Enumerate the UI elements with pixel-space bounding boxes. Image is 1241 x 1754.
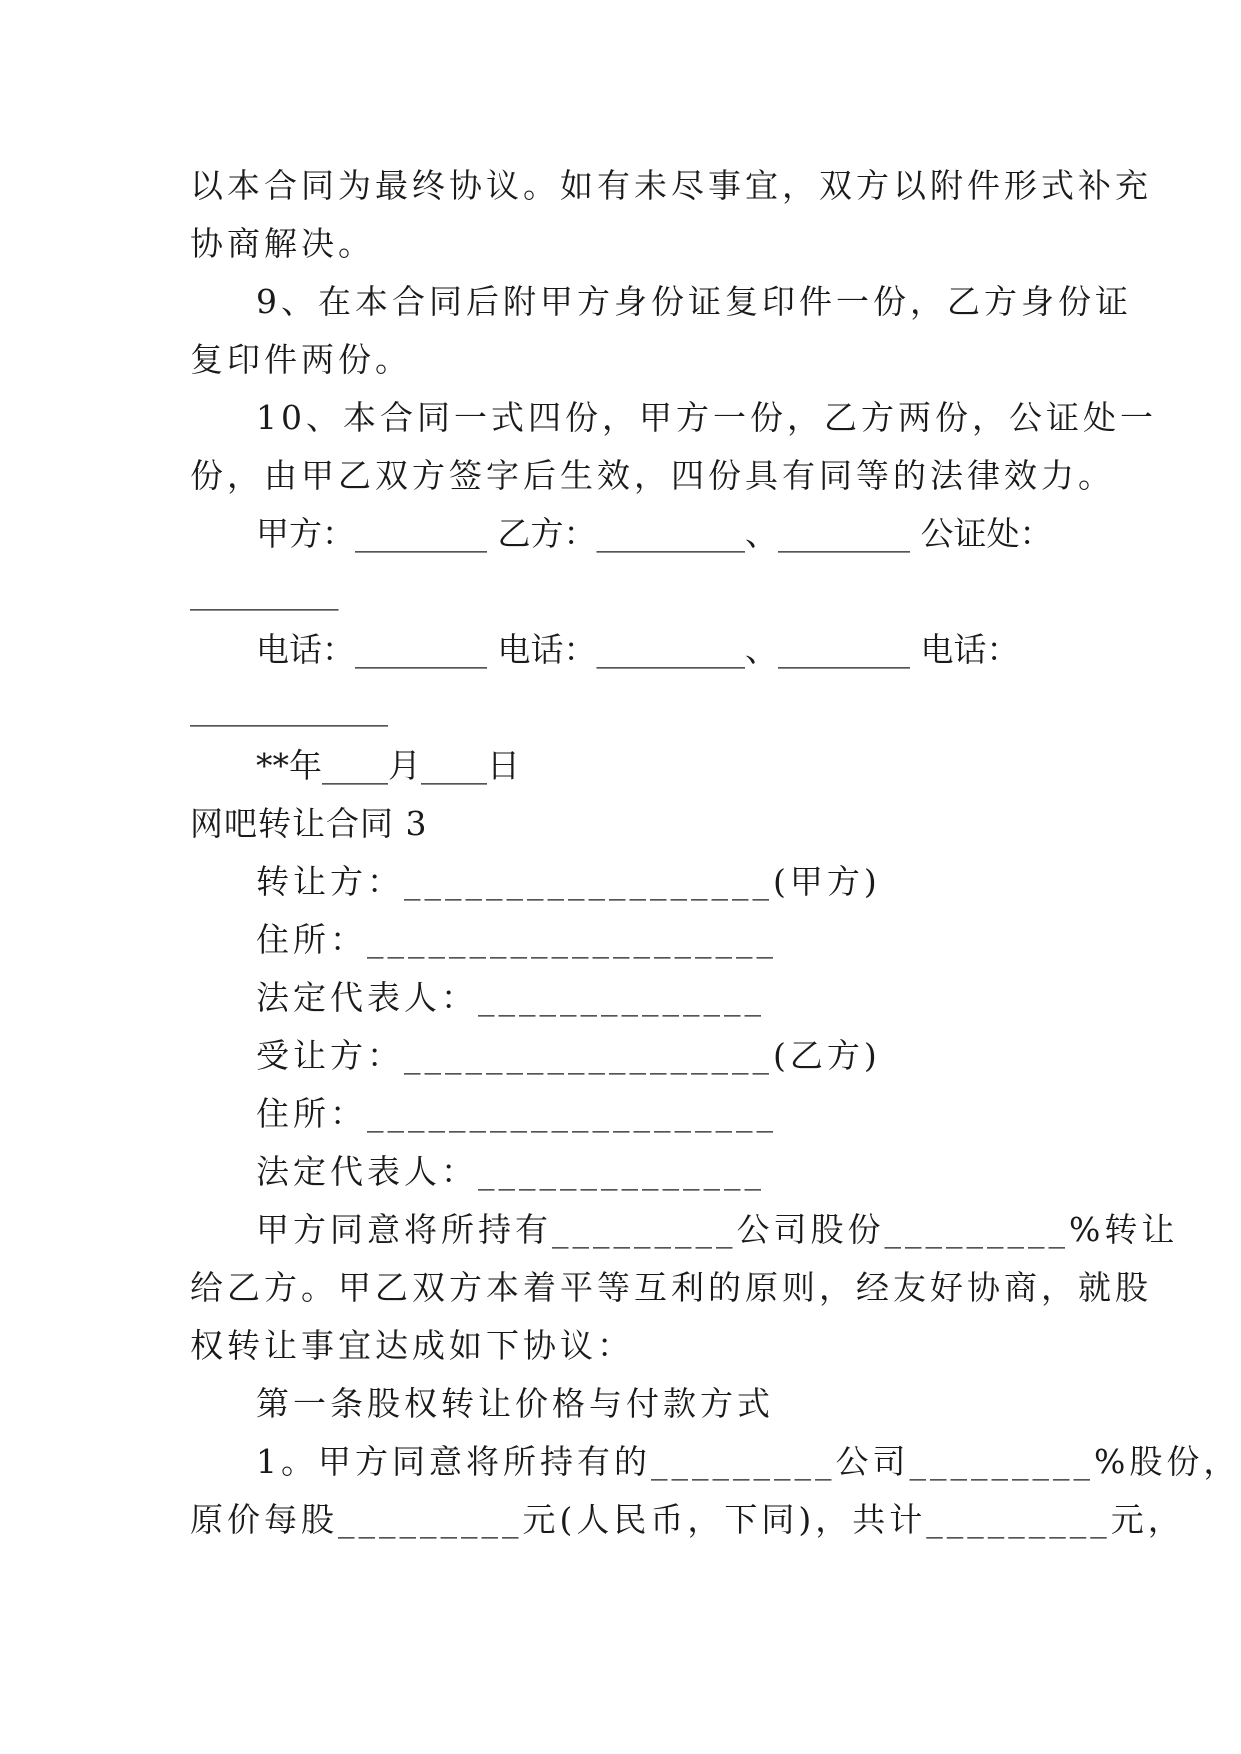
phone-blank-line: ____________ (190, 688, 388, 727)
signature-parties-line: 甲方：________ 乙方：_________、________ 公证处： (256, 514, 1053, 553)
phone-line: 电话：________ 电话：_________、________ 电话： (256, 630, 1020, 669)
signature-blank-line: _________ (190, 572, 339, 611)
date-line: **年____月____日 (256, 746, 520, 785)
transferee-address-field: 住所：____________________ (256, 1094, 777, 1133)
clause-9-line: 9、在本合同后附甲方身份证复印件一份，乙方身份证 (256, 282, 1132, 321)
paragraph-line: 权转让事宜达成如下协议： (190, 1326, 634, 1365)
paragraph-line: 原价每股_________元(人民币，下同)，共计_________元， (190, 1500, 1185, 1539)
clause-10-line: 10、本合同一式四份，甲方一份，乙方两份，公证处一 (256, 398, 1157, 437)
transferor-representative-field: 法定代表人：______________ (256, 978, 765, 1017)
transferor-field: 转让方：__________________(甲方) (256, 862, 881, 901)
paragraph-line: 以本合同为最终协议。如有未尽事宜，双方以附件形式补充 (190, 166, 1152, 205)
section-title: 网吧转让合同 3 (190, 804, 428, 843)
paragraph-line: 份，由甲乙双方签字后生效，四份具有同等的法律效力。 (190, 456, 1115, 495)
paragraph-line: 1。甲方同意将所持有的_________公司_________%股份， (256, 1442, 1241, 1481)
paragraph-line: 给乙方。甲乙双方本着平等互利的原则，经友好协商，就股 (190, 1268, 1152, 1307)
transferor-address-field: 住所：____________________ (256, 920, 777, 959)
transferee-field: 受让方：__________________(乙方) (256, 1036, 881, 1075)
paragraph-line: 协商解决。 (190, 224, 375, 263)
paragraph-line: 甲方同意将所持有_________公司股份_________%转让 (256, 1210, 1179, 1249)
paragraph-line: 复印件两份。 (190, 340, 412, 379)
article-heading: 第一条股权转让价格与付款方式 (256, 1384, 774, 1423)
transferee-representative-field: 法定代表人：______________ (256, 1152, 765, 1191)
